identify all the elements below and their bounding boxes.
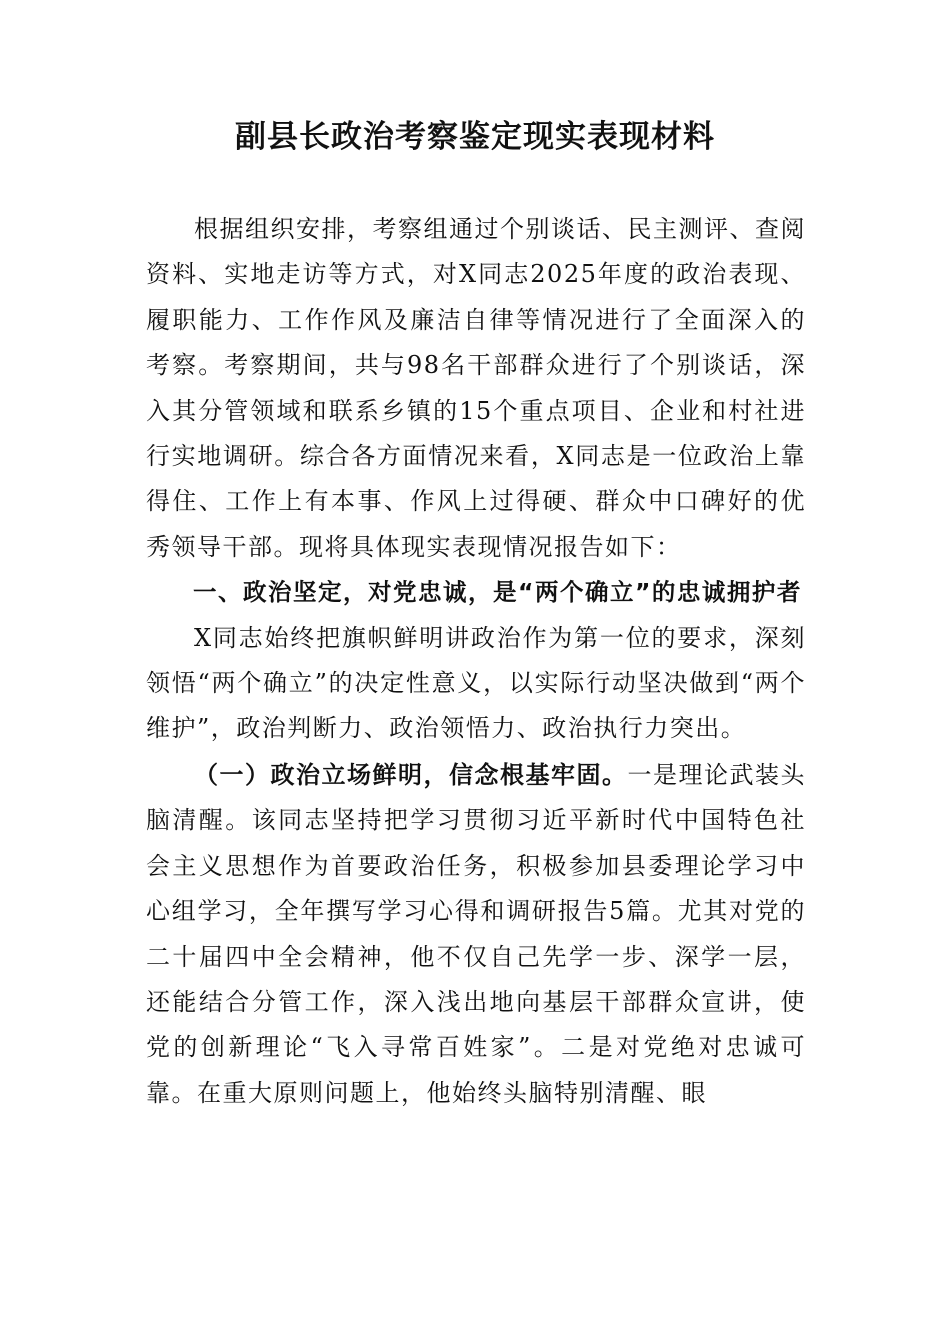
document-title: 副县长政治考察鉴定现实表现材料 (235, 119, 715, 155)
intro-paragraph: 根据组织安排，考察组通过个别谈话、民主测评、查阅资料、实地走访等方式，对X同志2025年度的政治表现、履职能力、工作作风及廉洁自律等情况进行了全面深入的考察。考察期间，共与98名干部群众进行了个别谈话，深入其分管领域和联系乡镇的15个重点项目、企业和村社进行实地调研。综合各方面情况来看，X同志是一位政治上靠得住、工作上有本事、作风上过得硬、群众中口碑好的优秀领导干部。现将具体现实表现情况报告如下： (146, 215, 806, 561)
subsection-1-paragraph (146, 752, 806, 1116)
document-body (146, 207, 806, 1116)
section-1-lead-paragraph: X同志始终把旗帜鲜明讲政治作为第一位的要求，深刻领悟“两个确立”的决定性意义，以实际行动坚决做到“两个维护”，政治判断力、政治领悟力、政治执行力突出。 (146, 623, 806, 743)
subsection-1-text: 一是理论武装头脑清醒。该同志坚持把学习贯彻习近平新时代中国特色社会主义思想作为首要政治任务，积极参加县委理论学习中心组学习，全年撰写学习心得和调研报告5篇。尤其对党的二十届四中全会精神，他不仅自己先学一步、深学一层，还能结合分管工作，深入浅出地向基层干部群众宣讲，使党的创新理论“飞入寻常百姓家”。二是对党绝对忠诚可靠。在重大原则问题上，他始终头脑特别清醒、眼 (146, 760, 806, 1107)
section-1-heading: 一、政治坚定，对党忠诚，是“两个确立”的忠诚拥护者 (193, 578, 802, 607)
subsection-1-heading: （一）政治立场鲜明，信念根基牢固。 (194, 759, 628, 789)
